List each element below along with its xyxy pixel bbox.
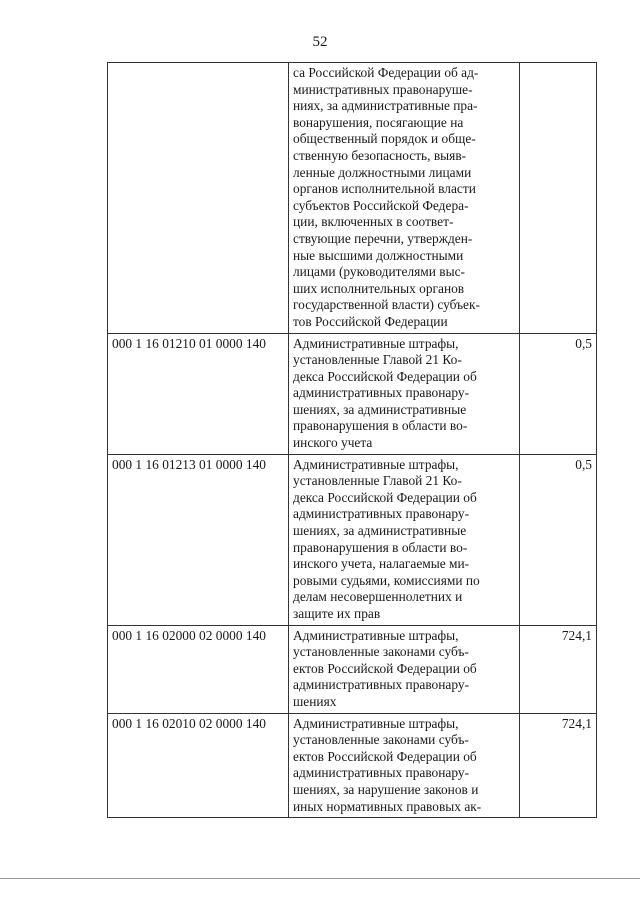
revenue-name-line: установленные Главой 21 Ко- [293,473,462,489]
table-row [108,625,597,713]
amount-value: 724,1 [520,625,597,713]
revenue-name [289,713,520,818]
budget-classification-code: 000 1 16 02000 02 0000 140 [108,625,289,713]
revenue-name [289,333,520,454]
revenue-name-line: ектов Российской Федерации об [293,748,477,764]
revenue-name-line: инского учета [293,435,373,451]
revenue-name [289,454,520,625]
table-row [108,63,597,334]
revenue-name-line: ших исполнительных органов [293,280,465,296]
revenue-name-line: ствующие перечни, утвержден- [293,230,473,246]
revenue-name [289,63,520,334]
budget-classification-code: 000 1 16 01213 01 0000 140 [108,454,289,625]
revenue-name-line: правонарушения в области во- [293,418,468,434]
revenue-name [289,625,520,713]
revenue-name-line: административных правонару- [293,765,470,781]
budget-revenue-table [107,62,597,818]
revenue-name-line: шениях, за административные [293,523,467,539]
scan-edge-line [0,878,640,879]
budget-classification-code [108,63,289,334]
revenue-name-line: административных правонару- [293,506,470,522]
revenue-name-line: защите их прав [293,606,381,621]
revenue-name-line: Административные штрафы, [293,335,459,351]
revenue-name-line: установленные Главой 21 Ко- [293,352,462,368]
revenue-name-line: правонарушения в области во- [293,539,468,555]
table-body [108,63,597,818]
revenue-name-line: иных нормативных правовых ак- [293,798,482,814]
revenue-name-line: ниях, за административные пра- [293,98,478,114]
table-row [108,333,597,454]
revenue-name-line: инского учета, налагаемые ми- [293,556,470,572]
revenue-name-line: органов исполнительной власти [293,181,476,197]
revenue-name-line: ленные должностными лицами [293,164,472,180]
revenue-name-line: субъектов Российской Федера- [293,197,469,213]
budget-classification-code: 000 1 16 01210 01 0000 140 [108,333,289,454]
revenue-name-line: шениях, за нарушение законов и [293,781,479,797]
revenue-name-line: са Российской Федерации об ад- [293,65,479,80]
revenue-name-line: Административные штрафы, [293,456,459,472]
table-row [108,454,597,625]
revenue-name-line: декса Российской Федерации об [293,489,477,505]
revenue-name-line: административных правонару- [293,677,470,693]
amount-value: 0,5 [520,333,597,454]
revenue-name-line: лицами (руководителями выс- [293,264,466,280]
revenue-name-line: вонарушения, посягающие на [293,114,464,130]
revenue-name-line: Административные штрафы, [293,715,459,731]
revenue-name-line: ектов Российской Федерации об [293,660,477,676]
revenue-name-line: государственной власти) субъек- [293,297,480,313]
amount-value: 724,1 [520,713,597,818]
revenue-name-line: установленные законами субъ- [293,732,469,748]
revenue-name-line: шениях, за административные [293,401,467,417]
table-row [108,713,597,818]
revenue-name-line: общественный порядок и обще- [293,131,476,147]
revenue-name-line: министративных правонаруше- [293,81,473,97]
amount-value [520,63,597,334]
revenue-name-line: декса Российской Федерации об [293,368,477,384]
amount-value: 0,5 [520,454,597,625]
revenue-name-line: административных правонару- [293,385,470,401]
revenue-name-line: ции, включенных в соответ- [293,214,454,230]
revenue-name-line: ровыми судьями, комиссиями по [293,572,480,588]
page-number: 52 [312,34,328,50]
revenue-name-line: шениях [293,693,337,709]
revenue-name-line: ные высшими должностными [293,247,464,263]
revenue-name-line: тов Российской Федерации [293,313,448,329]
revenue-name-line: установленные законами субъ- [293,644,469,660]
budget-classification-code: 000 1 16 02010 02 0000 140 [108,713,289,818]
revenue-name-line: ственную безопасность, выяв- [293,147,467,163]
revenue-name-line: Административные штрафы, [293,627,459,643]
revenue-name-line: делам несовершеннолетних и [293,589,463,605]
